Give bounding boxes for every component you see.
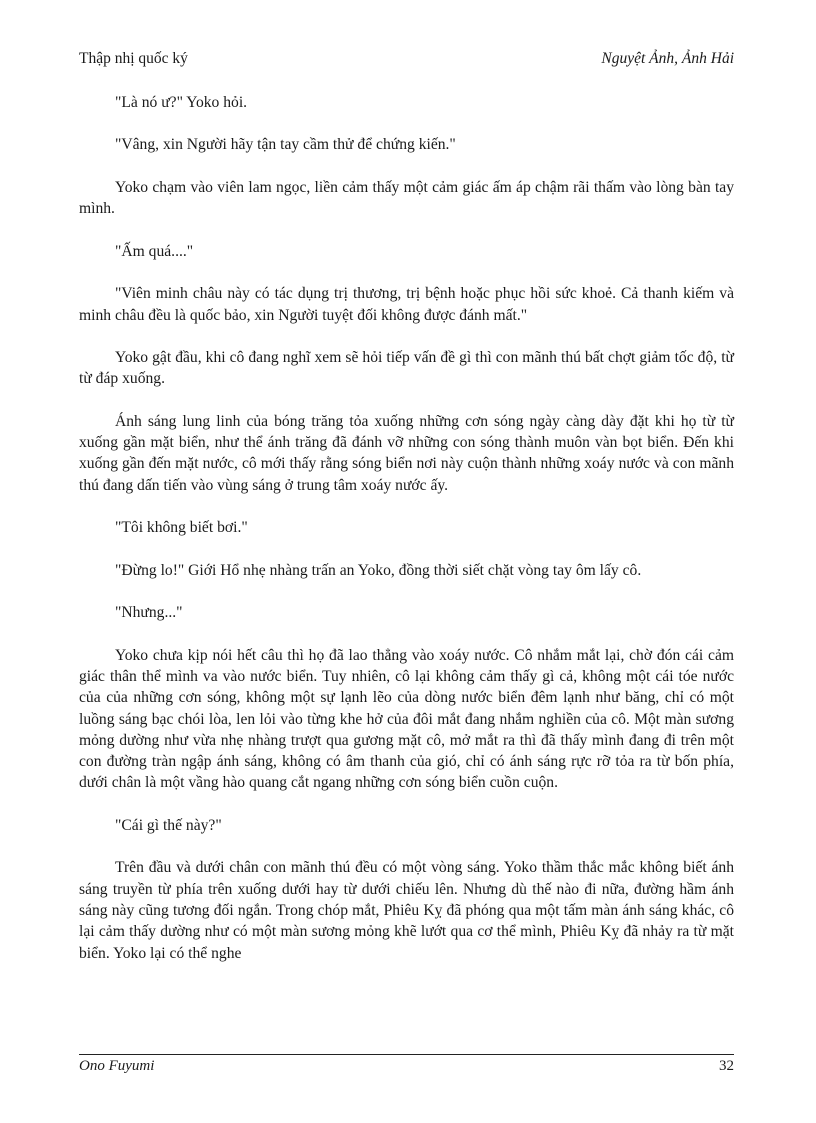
paragraph: "Tôi không biết bơi." (115, 519, 248, 537)
paragraph: "Cái gì thế này?" (115, 816, 222, 834)
header-authors: Nguyệt Ảnh, Ảnh Hải (601, 50, 734, 67)
book-title: Thập nhị quốc ký (79, 50, 188, 67)
paragraph: "Nhưng..." (115, 604, 183, 622)
paragraph: "Đừng lo!" Giới Hổ nhẹ nhàng trấn an Yoko, đồng thời siết chặt vòng tay ôm lấy cô. (115, 561, 642, 579)
footer-author: Ono Fuyumi (79, 1058, 155, 1074)
paragraph: Ánh sáng lung linh của bóng trăng tỏa xuống những cơn sóng ngày càng dày đặt khi họ từ từ xuống gần mặt biển, như thể ánh trăng đã đánh vỡ những con sóng thành muôn vàn bọt biển. Đến khi xuống gần đến mặt nước, cô mới thấy rằng sóng biển nơi này cuộn thành những xoáy nước và con mãnh thú đang dấn tiến vào vùng sáng ở trung tâm xoáy nước ấy. (79, 412, 734, 494)
paragraph: "Ấm quá...." (115, 242, 194, 260)
paragraph: Yoko chưa kịp nói hết câu thì họ đã lao thẳng vào xoáy nước. Cô nhắm mắt lại, chờ đón cái cảm giác thân thể mình va vào nước biển. Tuy nhiên, cô lại không cảm thấy gì cả, không một cái tóe nước của của những cơn sóng, không một sự lạnh lẽo của dòng nước biển đêm lạnh như băng, chỉ có một luồng sáng bạc chói lòa, len lỏi vào từng khe hở của đôi mắt đang nhắm nghiền của cô. Một màn sương mỏng dường như vừa nhẹ nhàng trượt qua gương mặt cô, mở mắt ra thì đã thấy mình đang đi trên một con đường tràn ngập ánh sáng, không có âm thanh của gió, chỉ có ánh sáng rực rỡ tỏa ra từ bốn phía, dưới chân là một vầng hào quang cắt ngang những cơn sóng biển cuồn cuộn. (79, 646, 734, 792)
paragraph: "Là nó ư?" Yoko hỏi. (115, 94, 248, 111)
paragraph: "Vâng, xin Người hãy tận tay cầm thử để chứng kiến." (115, 136, 456, 154)
paragraph: Yoko gật đầu, khi cô đang nghĩ xem sẽ hỏi tiếp vấn đề gì thì con mãnh thú bất chợt giảm tốc độ, từ từ đáp xuống. (79, 349, 734, 388)
paragraph: Yoko chạm vào viên lam ngọc, liền cảm thấy một cảm giác ấm áp chậm rãi thấm vào lòng bàn tay mình. (79, 178, 734, 218)
paragraph: "Viên minh châu này có tác dụng trị thương, trị bệnh hoặc phục hồi sức khoẻ. Cả thanh kiếm và minh châu đều là quốc bảo, xin Người tuyệt đối không được đánh mất." (79, 285, 734, 324)
page-number: 32 (719, 1058, 734, 1074)
page-header (79, 50, 734, 72)
footer-rule (79, 1054, 734, 1055)
body-text (79, 92, 734, 985)
page-footer (79, 1058, 734, 1078)
paragraph: Trên đầu và dưới chân con mãnh thú đều có một vòng sáng. Yoko thầm thắc mắc không biết ánh sáng truyền từ phía trên xuống dưới hay từ dưới chiếu lên. Nhưng dù thế nào đi nữa, đường hầm ánh sáng này cũng tương đối ngắn. Trong chóp mắt, Phiêu Kỵ đã phóng qua một tấm màn ánh sáng khác, cô lại cảm thấy dường như có một màn sương mỏng khẽ lướt qua cơ thể mình, Phiêu Kỵ đã nhảy ra từ mặt biển. Yoko lại có thể nghe (79, 859, 734, 962)
